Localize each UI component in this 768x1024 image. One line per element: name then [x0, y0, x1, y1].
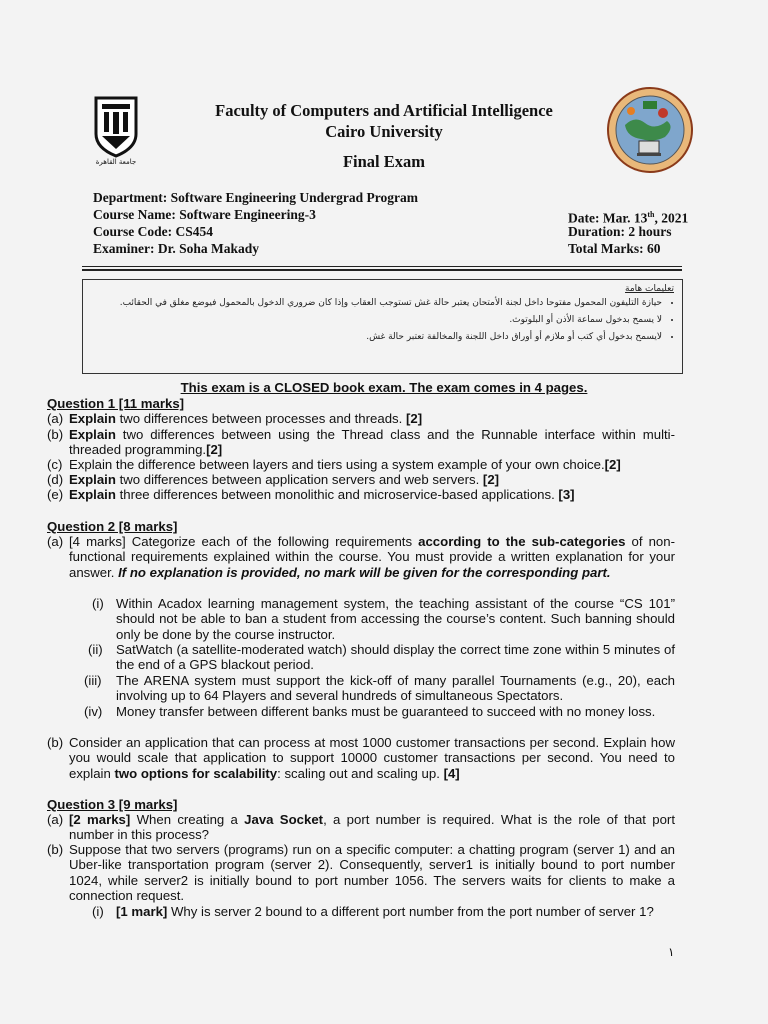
question-3-b-i: (i) [1 mark] Why is server 2 bound to a different port number from the port number of server 1? [92, 904, 654, 919]
total-marks: Total Marks: 60 [568, 241, 661, 256]
exam-title: Final Exam [342, 152, 426, 171]
question-3-a: (a) [2 marks] When creating a Java Socket, a port number is required. What is the role of that port number in this process? [47, 812, 675, 843]
question-3-b: (b) Suppose that two servers (programs) run on a specific computer: a chatting program (server 1) and an Uber-like transportation program (server 2). Consequently, server1 is initially bound to port number 1024, while server2 is initially bound to port number 1056. The servers waits for clients to make a connection request. [47, 842, 675, 904]
instruction-item: • حيازة التليفون المحمول مفتوحا داخل لجنة الأمتحان يعتبر حالة غش تستوجب العقاب وإذا كان ضروري الدخول بالمحمول فيوضع مغلق في الحقائب. [82, 297, 662, 310]
examiner: Examiner: Dr. Soha Makady [93, 241, 260, 256]
question-2-a-i: (i) Within Acadox learning management system, the teaching assistant of the course “CS 101” should not be able to ban a student from accessing the course’s content. Such banning should only be done by the course instructor. [92, 596, 675, 642]
department: Department: Software Engineering Undergrad Program [93, 190, 418, 205]
question-1-b: (b) Explain two differences between using the Thread class and the Runnable interface within multi-threaded programming.[2] [47, 427, 675, 458]
instructions-box [82, 279, 683, 374]
question-1-a: (a) Explain two differences between processes and threads. [2] [47, 411, 423, 426]
exam-date: Date: Mar. 13th, 2021 [568, 210, 689, 226]
question-1-c: (c) Explain the difference between layers and tiers using a system example of your own choice.[2] [47, 457, 621, 472]
divider [82, 269, 682, 271]
question-2-a-iii: (iii) The ARENA system must support the kick-off of many parallel Tournaments (e.g., 20), each involving up to 64 Players and several hundreds of simultaneous Spectators. [84, 673, 675, 704]
question-1-e: (e) Explain three differences between monolithic and microservice-based applications. [3] [47, 487, 575, 502]
course-name: Course Name: Software Engineering-3 [93, 207, 316, 222]
question-2-title: Question 2 [8 marks] [47, 519, 178, 534]
question-2-a-iv: (iv) Money transfer between different banks must be guaranteed to succeed with no money loss. [84, 704, 656, 719]
university-title: Cairo University [325, 122, 443, 141]
logo-left-caption: جامعة القاهرة [95, 158, 137, 166]
instruction-item: • لايسمح بدخول أي كتب أو ملازم أو أوراق داخل اللجنة والمخالفة تعتبر حالة غش. [82, 331, 662, 344]
question-2-a-ii: (ii) SatWatch (a satellite-moderated watch) should display the correct time zone within 5 minutes of the end of a GPS blackout period. [88, 642, 675, 673]
instruction-item: • لا يسمح بدخول سماعة الأذن أو البلوتوث. [82, 314, 662, 327]
page-number: ١ [668, 945, 675, 959]
divider [82, 266, 682, 267]
course-code: Course Code: CS454 [93, 224, 213, 239]
closed-book-notice: This exam is a CLOSED book exam. The exam comes in 4 pages. [180, 380, 588, 395]
instructions-heading: تعليمات هامة [625, 284, 674, 294]
faculty-title: Faculty of Computers and Artificial Intelligence [215, 101, 553, 120]
question-1-d: (d) Explain two differences between application servers and web servers. [2] [47, 472, 500, 487]
instructions-list [82, 297, 676, 348]
question-2-a: (a) [4 marks] Categorize each of the following requirements according to the sub-categories of non-functional requirements explained within the course. You must provide a written explanation for your answer. If no explanation is provided, no mark will be given for the corresponding part. [47, 534, 675, 580]
exam-duration: Duration: 2 hours [568, 224, 672, 239]
question-2-b: (b) Consider an application that can process at most 1000 customer transactions per second. Explain how you would scale that application to support 10000 customer transactions per second. You need to explain two options for scalability: scaling out and scaling up. [4] [47, 735, 675, 781]
question-1-title: Question 1 [11 marks] [47, 396, 185, 411]
question-3-title: Question 3 [9 marks] [47, 797, 178, 812]
